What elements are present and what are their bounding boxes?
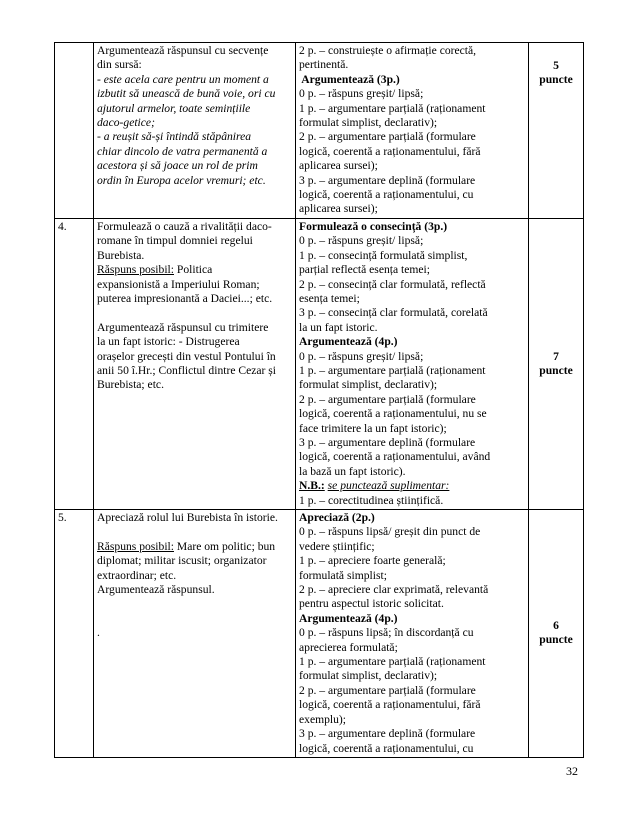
- points-value: 6: [553, 619, 559, 633]
- question-line: din sursă:: [97, 58, 142, 72]
- source-quote-line: izbutit să unească de bună voie, ori cu: [97, 87, 276, 101]
- criteria-line: formulat simplist, declarativ);: [299, 378, 438, 392]
- criteria-line: formulat simplist, declarativ);: [299, 669, 438, 683]
- question-line: romane în timpul domniei regelui: [97, 234, 253, 248]
- criteria-line: formulat simplist, declarativ);: [299, 116, 438, 130]
- question-line: Burebista.: [97, 248, 145, 262]
- item-number-cell: [55, 43, 94, 219]
- source-quote-line: - este acela care pentru un moment a: [97, 72, 269, 86]
- criteria-line: 3 p. – argumentare deplină (formulare: [299, 435, 476, 449]
- criteria-line: logică, coerentă a raționamentului, având: [299, 450, 491, 464]
- question-line: anii 50 î.Hr.; Conflictul dintre Cezar și: [97, 363, 277, 377]
- criteria-line: 1 p. – argumentare parțială (raționament: [299, 101, 486, 115]
- question-cell: [94, 510, 296, 758]
- nb-label: N.B.:: [299, 479, 325, 493]
- criteria-line: aprecierea formulată;: [299, 640, 398, 654]
- question-line: Apreciază rolul lui Burebista în istorie.: [97, 511, 278, 524]
- question-line: diplomat; militar iscusit; organizator: [97, 554, 267, 568]
- criteria-line: 2 p. – consecință clar formulată, reflectă: [299, 277, 486, 291]
- criteria-line: 2 p. – argumentare parțială (formulare: [299, 392, 476, 406]
- criteria-line: aplicarea sursei);: [299, 202, 378, 216]
- criteria-line: face trimitere la un fapt istoric);: [299, 421, 447, 435]
- item-number-cell: [55, 218, 94, 509]
- source-quote-line: acestora și să joace un rol de prim: [97, 159, 258, 173]
- criteria-line: 0 p. – răspuns lipsă; în discordanță cu: [299, 626, 474, 640]
- page-number: 32: [566, 764, 578, 778]
- criteria-line: pertinentă.: [299, 58, 349, 72]
- item-number-cell: [55, 510, 94, 758]
- points-unit: puncte: [539, 73, 573, 87]
- table-row: [55, 510, 584, 758]
- criteria-line: aplicarea sursei);: [299, 159, 378, 173]
- criteria-line: pentru aspectul istoric solicitat.: [299, 597, 444, 611]
- criteria-line: logică, coerentă a raționamentului, cu: [299, 741, 474, 755]
- criteria-line: 1 p. – apreciere foarte generală;: [299, 554, 446, 568]
- item-number: 4.: [58, 219, 67, 233]
- criteria-line: 3 p. – argumentare deplină (formulare: [299, 727, 476, 741]
- table-row: [55, 43, 584, 219]
- criteria-line: 3 p. – argumentare deplină (formulare: [299, 173, 476, 187]
- criteria-line: vedere științific;: [299, 539, 375, 553]
- criteria-heading: Argumentează (4p.): [299, 335, 398, 349]
- criteria-line: formulată simplist;: [299, 568, 387, 582]
- question-line: expansionistă a Imperiului Roman;: [97, 277, 260, 291]
- question-line: Argumentează răspunsul cu secvențe: [97, 44, 269, 57]
- source-quote-line: - a reușit să-și întindă stăpânirea: [97, 130, 252, 144]
- question-line: extraordinar; etc.: [97, 568, 177, 582]
- question-line: puterea impresionantă a Daciei...; etc.: [97, 291, 273, 305]
- criteria-line: logică, coerentă a raționamentului, cu: [299, 188, 474, 202]
- criteria-line: 2 p. – construiește o afirmație corectă,: [299, 44, 477, 57]
- question-line: Argumentează răspunsul cu trimitere: [97, 320, 269, 334]
- grading-table: [54, 42, 584, 758]
- criteria-line: parțial reflectă esența temei;: [299, 263, 430, 277]
- criteria-line: 1 p. – argumentare parțială (raționament: [299, 655, 486, 669]
- table-row: [55, 218, 584, 509]
- criteria-cell: [296, 218, 529, 509]
- criteria-line: 1 p. – argumentare parțială (raționament: [299, 363, 486, 377]
- criteria-line: 0 p. – răspuns greșit/ lipsă;: [299, 234, 424, 248]
- item-number: 5.: [58, 511, 67, 524]
- points-unit: puncte: [539, 363, 573, 377]
- nb-line: [299, 479, 525, 493]
- criteria-heading: Formulează o consecință (3p.): [299, 219, 448, 233]
- criteria-line: 0 p. – răspuns lipsă/ greșit din punct de: [299, 525, 481, 539]
- source-quote-line: daco-getice;: [97, 116, 155, 130]
- question-line: Formulează o cauză a rivalității daco-: [97, 219, 272, 233]
- points-cell: [529, 43, 584, 219]
- criteria-line: 1 p. – corectitudinea științifică.: [299, 493, 444, 507]
- criteria-line: 3 p. – consecință clar formulată, corelată: [299, 306, 488, 320]
- points-value: 7: [553, 349, 559, 363]
- question-line: .: [97, 626, 100, 640]
- criteria-line: logică, coerentă a raționamentului, fără: [299, 698, 481, 712]
- possible-answer-label: Răspuns posibil:: [97, 539, 174, 553]
- points-value: 5: [553, 59, 559, 72]
- source-quote-line: ajutorul armelor, toate semințiile: [97, 101, 251, 115]
- criteria-line: la bază un fapt istoric).: [299, 464, 406, 478]
- criteria-line: 0 p. – răspuns greșit/ lipsă;: [299, 349, 424, 363]
- possible-answer-label: Răspuns posibil:: [97, 263, 174, 277]
- possible-answer-line: Răspuns posibil: Politica: [97, 263, 213, 277]
- criteria-line: esența temei;: [299, 291, 360, 305]
- criteria-heading: Argumentează (3p.): [299, 72, 400, 86]
- criteria-line: 1 p. – consecință formulată simplist,: [299, 248, 468, 262]
- question-line: Burebista; etc.: [97, 378, 164, 392]
- criteria-line: 2 p. – argumentare parțială (formulare: [299, 683, 476, 697]
- criteria-line: la un fapt istoric.: [299, 320, 378, 334]
- question-cell: [94, 218, 296, 509]
- criteria-line: 2 p. – argumentare parțială (formulare: [299, 130, 476, 144]
- criteria-line: 0 p. – răspuns greșit/ lipsă;: [299, 87, 424, 101]
- criteria-line: 2 p. – apreciere clar exprimată, relevantă: [299, 583, 489, 597]
- criteria-line: exemplu);: [299, 712, 347, 726]
- source-quote-line: chiar dincolo de vatra permanentă a: [97, 144, 268, 158]
- question-line: la un fapt istoric: - Distrugerea: [97, 335, 240, 349]
- criteria-heading: Argumentează (4p.): [299, 611, 398, 625]
- question-line: Argumentează răspunsul.: [97, 583, 215, 597]
- nb-text: se punctează suplimentar:: [327, 479, 450, 493]
- criteria-cell: [296, 43, 529, 219]
- criteria-line: logică, coerentă a raționamentului, nu se: [299, 407, 487, 421]
- points-cell: [529, 218, 584, 509]
- possible-answer-line: Răspuns posibil: Mare om politic; bun: [97, 539, 276, 553]
- points-unit: puncte: [539, 633, 573, 647]
- criteria-line: logică, coerentă a raționamentului, fără: [299, 144, 481, 158]
- points-cell: [529, 510, 584, 758]
- criteria-heading: Apreciază (2p.): [299, 511, 375, 524]
- question-cell: [94, 43, 296, 219]
- criteria-cell: [296, 510, 529, 758]
- source-quote-line: ordin în Europa acelor vremuri; etc.: [97, 173, 266, 187]
- question-line: orașelor grecești din vestul Pontului în: [97, 349, 276, 363]
